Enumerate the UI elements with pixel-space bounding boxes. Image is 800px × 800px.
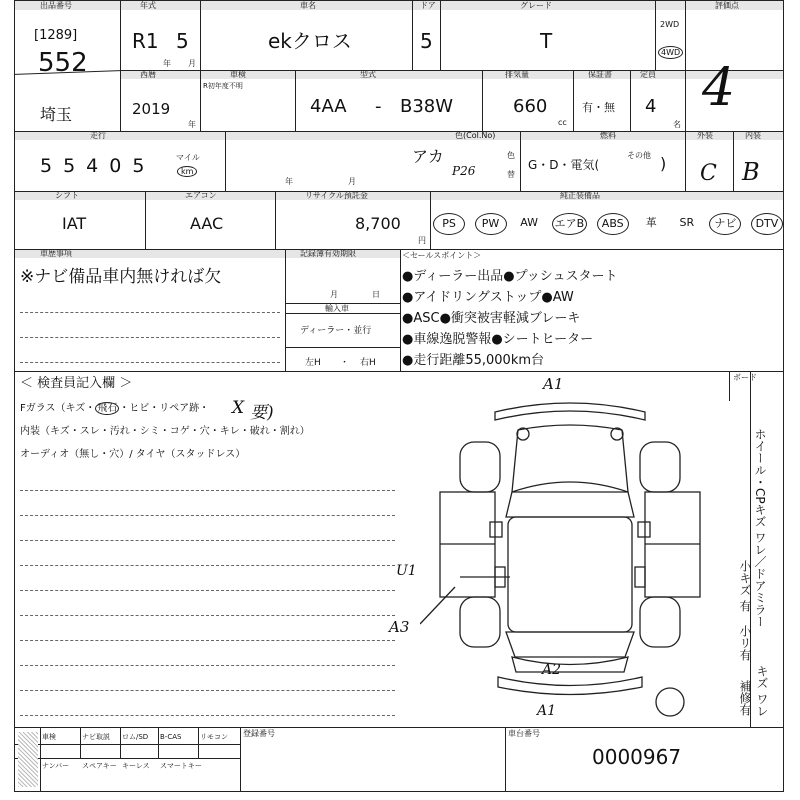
label-year: 年式: [140, 1, 156, 10]
diagram-label: ボード: [733, 373, 757, 382]
dashed-rule: [20, 665, 395, 666]
mile-label: マイル: [176, 153, 200, 162]
fuel-options: G・D・電気(: [528, 158, 600, 172]
year-unit-2: 年: [188, 120, 196, 129]
rule: [430, 191, 431, 249]
label-chassis: 車台番号: [508, 729, 540, 738]
rule: [630, 70, 631, 131]
year-unit: 年: [163, 59, 171, 68]
footer-item: 車検: [42, 733, 56, 741]
vehicle-diagram: [420, 372, 720, 722]
model-name: ekクロス: [268, 29, 352, 53]
dashed-rule: [20, 515, 395, 516]
label-western: 西暦: [140, 70, 156, 79]
headlight-left: [517, 428, 529, 440]
footer-item: ロム/SD: [122, 733, 149, 741]
equipment-item: DTV: [751, 213, 783, 235]
model-code-sep: -: [375, 96, 382, 117]
sales-label: ＜セールスポイント＞: [402, 251, 482, 260]
spare-tire: [656, 688, 684, 716]
mirror-right: [638, 522, 650, 537]
displacement: 660: [513, 96, 548, 117]
a3-leader: [420, 587, 455, 624]
footer-item: スペアキー: [82, 762, 117, 770]
footer-item: ナビ取説: [82, 733, 110, 741]
mirror-left: [490, 522, 502, 537]
rule: [520, 131, 521, 191]
rule: [120, 70, 783, 71]
drive-2wd: 2WD: [660, 20, 680, 29]
rule: [733, 131, 734, 191]
record-day: 日: [372, 290, 380, 299]
drive-4wd-circled: 4WD: [658, 46, 683, 59]
wheel-front-left: [460, 442, 500, 492]
rule: [15, 249, 783, 250]
side-note-5: 補修有: [738, 680, 752, 716]
dashed-rule: [20, 362, 280, 363]
rule: [120, 0, 121, 131]
dashed-rule: [20, 337, 280, 338]
rule: [655, 0, 656, 70]
first-reg-note: R初年度不明: [203, 82, 243, 90]
color-name: アカ: [412, 147, 444, 166]
shaken-month-unit: 月: [348, 177, 356, 186]
era-year: R1: [132, 29, 159, 53]
history-note: ※ナビ備品車内無ければ欠: [20, 267, 222, 287]
rule: [400, 249, 401, 371]
equipment-item: ABS: [597, 213, 629, 235]
rule: [285, 347, 400, 348]
label-import: 輸入車: [325, 304, 349, 313]
rule: [200, 0, 201, 70]
side-note-2: 小キズ 有: [738, 560, 752, 612]
rule: [225, 131, 226, 191]
label-lot: 出品番号: [40, 1, 72, 10]
dashed-rule: [20, 715, 395, 716]
rule: [685, 131, 686, 191]
wheel-rear-right: [640, 597, 680, 647]
color-kanji-2: 替: [507, 170, 515, 179]
rule: [40, 727, 41, 792]
rule: [482, 70, 483, 131]
headlight-right: [611, 428, 623, 440]
footer-stamp-box: [18, 732, 38, 787]
mark-a3: A3: [389, 618, 410, 636]
inspector-title: ＜ 検査員記入欄 ＞: [20, 376, 133, 391]
fglass-hand: 要): [250, 403, 274, 423]
mark-top: A1: [543, 375, 564, 393]
footer-item: キーレス: [122, 762, 150, 770]
exterior-grade: C: [700, 161, 717, 186]
dashed-rule: [20, 690, 395, 691]
rule: [80, 727, 81, 758]
side-note-4: キズ ワレ: [755, 665, 769, 717]
label-register: 登録番号: [243, 729, 275, 738]
label-disp: 排気量: [505, 70, 529, 79]
label-ac: エアコン: [185, 191, 217, 200]
row4-header-bar: [15, 191, 783, 200]
sales-point: ●アイドリングストップ●AW: [402, 290, 574, 305]
rule: [198, 727, 199, 758]
color-kanji-1: 色: [507, 151, 515, 160]
rule: [729, 371, 730, 401]
label-seats: 定員: [640, 70, 656, 79]
equipment-item: SR: [679, 216, 695, 229]
label-type: 型式: [360, 70, 376, 79]
label-int: 内装: [745, 131, 761, 140]
label-mileage: 走行: [90, 131, 106, 140]
label-shift: シフト: [55, 191, 79, 200]
equipment-item: エアB: [552, 213, 588, 235]
equipment-item: 革: [645, 216, 657, 229]
dashed-rule: [20, 615, 395, 616]
rule: [285, 313, 400, 314]
footer-item: ナンバー: [42, 762, 70, 770]
km-circled: km: [177, 166, 197, 177]
fglass-suffix: ・ヒビ・リペア跡・: [119, 403, 210, 414]
wheel-rear-left: [460, 597, 500, 647]
hand-left: 左H: [305, 358, 321, 368]
rule: [505, 727, 506, 792]
dashed-rule: [20, 565, 395, 566]
seats-unit: 名: [673, 120, 681, 129]
dealer-choice: ディーラー・並行: [300, 326, 372, 336]
shift-value: IAT: [62, 214, 87, 233]
handle-right: [635, 567, 645, 587]
front-bumper: [495, 403, 645, 420]
rule: [120, 727, 121, 758]
rear-glass: [506, 632, 634, 657]
cc-unit: cc: [558, 118, 567, 127]
label-record: 記録簿有効期限: [300, 249, 356, 258]
score-handwritten: 4: [702, 58, 736, 118]
rule: [15, 758, 240, 759]
mark-bottom: A1: [537, 703, 557, 719]
reg-month: 5: [176, 29, 189, 53]
dashed-rule: [20, 640, 395, 641]
color-code: P26: [452, 164, 476, 178]
rear-bumper: [498, 677, 642, 695]
month-unit: 月: [188, 59, 196, 68]
sales-points: [402, 266, 617, 371]
equipment-list: [433, 213, 783, 235]
inspector-line-3: オーディオ（無し・穴）/ タイヤ（スタッドレス）: [20, 449, 246, 460]
fglass-prefix: Fガラス（キズ・: [20, 403, 96, 414]
mark-bottom-inner: A2: [542, 662, 562, 678]
rule: [15, 191, 783, 192]
rule: [145, 191, 146, 249]
rule: [573, 70, 574, 131]
model-code-b: B38W: [400, 96, 454, 117]
rule: [158, 727, 159, 758]
yen-unit: 円: [418, 236, 426, 245]
equipment-item: AW: [520, 216, 538, 229]
row1-header-bar: [15, 1, 783, 10]
fglass-mark: X: [232, 398, 245, 418]
dashed-rule: [20, 490, 395, 491]
rule: [285, 249, 286, 371]
seats: 4: [645, 96, 657, 117]
rule: [240, 727, 241, 792]
label-score: 評価点: [715, 1, 739, 10]
prefecture: 埼玉: [40, 105, 73, 124]
recycle-value: 8,700: [355, 214, 401, 233]
rule: [200, 70, 201, 131]
sales-point: ●車線逸脱警報●シートヒーター: [402, 332, 594, 347]
dashed-rule: [20, 590, 395, 591]
rule: [750, 371, 751, 727]
mileage-value: 55405: [40, 155, 156, 177]
model-code-a: 4AA: [310, 96, 347, 117]
wheel-front-right: [640, 442, 680, 492]
label-ext: 外装: [697, 131, 713, 140]
ac-value: AAC: [190, 214, 224, 233]
hand-sep: ・: [340, 358, 350, 368]
fuel-other-label: その他: [627, 151, 651, 160]
rule: [440, 0, 441, 70]
inspector-line-1: [20, 404, 209, 414]
roof: [508, 517, 632, 632]
rule: [15, 744, 240, 745]
row2-header-bar: [120, 70, 783, 79]
interior-grade: B: [742, 158, 760, 186]
lot-number: 552: [38, 48, 88, 78]
warranty-choice: 有・無: [582, 101, 615, 114]
label-recycle: リサイクル預託金: [305, 191, 368, 200]
label-equip: 純正装備品: [560, 191, 600, 200]
sales-point: ●ディーラー出品●プッシュスタート: [402, 269, 618, 284]
rule: [685, 0, 686, 131]
trunk: [512, 657, 628, 672]
equipment-item: PW: [475, 213, 507, 235]
footer-item: スマートキー: [160, 762, 202, 770]
label-colorno: 色(Col.No): [455, 131, 496, 140]
footer-item: リモコン: [200, 733, 228, 741]
rule: [15, 131, 783, 132]
chassis-number: 0000967: [592, 745, 682, 769]
mileage-boxes: [40, 156, 155, 176]
lot-bracket: [1289]: [34, 28, 78, 43]
row3-header-bar: [15, 131, 783, 140]
dashed-rule: [20, 540, 395, 541]
dashed-rule: [20, 312, 280, 313]
label-shaken: 車検: [230, 70, 246, 79]
fglass-circled: 飛石: [97, 403, 118, 414]
equipment-item: ナビ: [709, 213, 741, 235]
side-note-1: ホイール・CPキズ ワレ／ドアミラー: [753, 428, 767, 628]
shaken-year-unit: 年: [285, 177, 293, 186]
mark-u1: U1: [396, 563, 417, 579]
door-count: 5: [420, 29, 433, 53]
label-grade: グレード: [520, 1, 552, 10]
rule: [412, 0, 413, 70]
label-door: ドア: [420, 1, 436, 10]
rule: [275, 191, 276, 249]
grade-value: T: [540, 29, 553, 53]
label-model: 車名: [300, 1, 316, 10]
inspector-line-2: 内装（キズ・スレ・汚れ・シミ・コゲ・穴・キレ・破れ・割れ）: [20, 426, 310, 437]
record-month: 月: [330, 290, 338, 299]
sales-point: ●ASC●衝突被害軽減ブレーキ: [402, 311, 581, 326]
fuel-close: ): [660, 154, 667, 173]
label-warranty: 保証書: [588, 70, 612, 79]
western-year: 2019: [132, 100, 171, 118]
footer-item: B-CAS: [160, 733, 182, 741]
rule: [295, 70, 296, 131]
windshield: [506, 482, 634, 517]
sales-point: ●走行距離55,000km台: [402, 353, 545, 368]
label-history: 車歴事項: [40, 249, 72, 258]
equipment-item: PS: [433, 213, 465, 235]
label-fuel: 燃料: [600, 131, 616, 140]
side-note-3: 小リ有: [738, 625, 752, 661]
rule: [15, 727, 783, 728]
hand-right: 右H: [360, 358, 376, 368]
